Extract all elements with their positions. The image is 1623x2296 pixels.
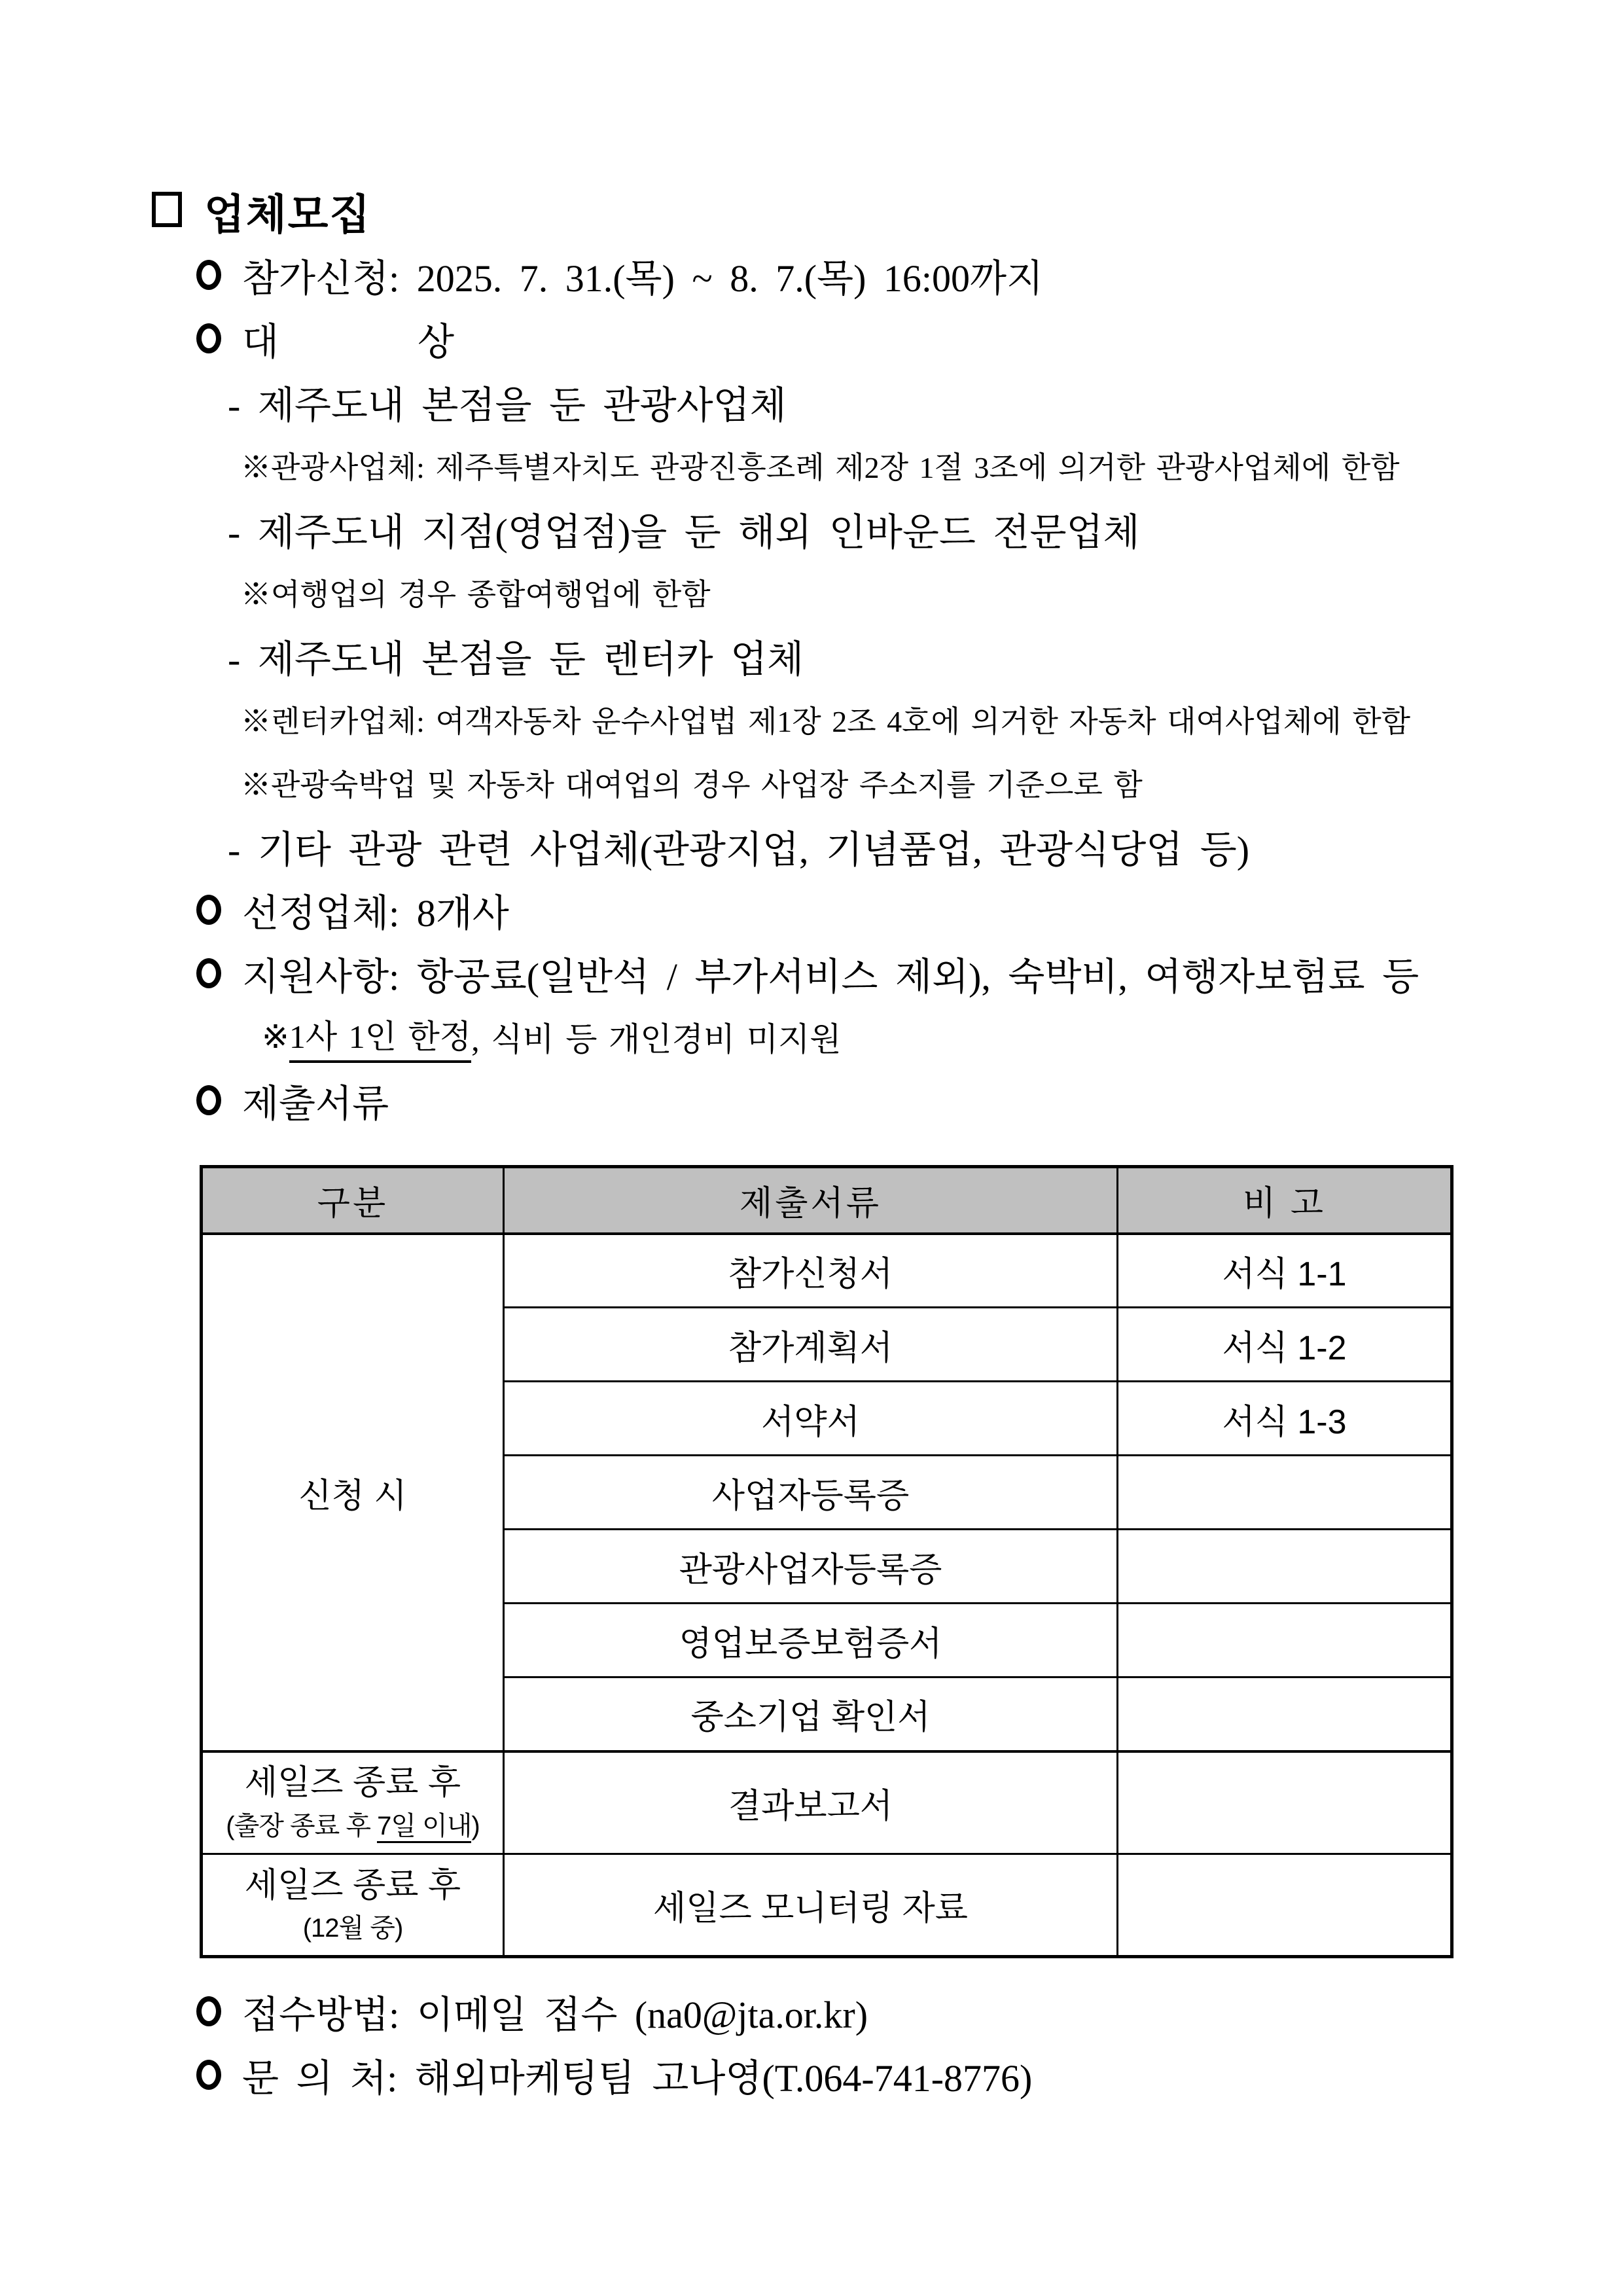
target-item1-text: - 제주도내 본점을 둔 관광사업체 [228, 384, 787, 427]
receive-method-line [0, 1979, 1623, 2043]
target-note2-text: ※여행업의 경우 종합여행업에 한함 [241, 577, 711, 611]
target-note1-text: ※관광사업체: 제주특별자치도 관광진흥조례 제2장 1절 3조에 의거한 관광사업체에 한함 [241, 450, 1400, 484]
section-title: 업체모집 [204, 191, 372, 238]
selected-count-line [0, 878, 1623, 941]
group-label-sub: (12월 중) [302, 1914, 403, 1943]
target-note-line [0, 433, 1623, 497]
target-note3-text: ※렌터카업체: 여객자동차 운수사업법 제1장 2조 4호에 의거한 자동차 대여사업체에 한함 [241, 704, 1411, 738]
circle-bullet-icon [196, 1085, 221, 1115]
group-label-title: 세일즈 종료 후 [244, 1764, 461, 1803]
circle-bullet-icon [196, 958, 221, 988]
group-sub-prefix: (출장 종료 후 [226, 1812, 378, 1841]
circle-bullet-icon [196, 260, 221, 290]
support-note-underlined: 1사 1인 한정 [289, 1011, 471, 1063]
table-cell-note [1118, 1530, 1452, 1604]
support-note-line [0, 1005, 1623, 1068]
table-cell-note [1118, 1751, 1452, 1854]
table-cell-note [1118, 1456, 1452, 1530]
table-row [202, 1234, 1452, 1308]
circle-bullet-icon [196, 2060, 221, 2090]
target-item-line [0, 624, 1623, 687]
table-header-row [202, 1167, 1452, 1234]
table-cell-doc: 세일즈 모니터링 자료 [504, 1854, 1118, 1957]
documents-line [0, 1068, 1623, 1132]
table-row [202, 1751, 1452, 1854]
documents-table [200, 1165, 1454, 1958]
table-cell-doc: 결과보고서 [504, 1751, 1118, 1854]
receive-method-text: 접수방법: 이메일 접수 (na0@jta.or.kr) [242, 1993, 868, 2036]
group-label-sub [203, 1811, 503, 1841]
circle-bullet-icon [196, 895, 221, 925]
documents-label: 제출서류 [242, 1082, 389, 1125]
group-label-after-sales-december [202, 1854, 504, 1957]
target-item-line [0, 497, 1623, 560]
group-sub-suffix: ) [471, 1812, 480, 1841]
support-note-rest: , 식비 등 개인경비 미지원 [471, 1020, 842, 1058]
contact-line [0, 2043, 1623, 2106]
support-line [0, 941, 1623, 1005]
table-cell-doc: 참가신청서 [504, 1234, 1118, 1308]
target-note-line [0, 751, 1623, 814]
contact-text: 문 의 처: 해외마케팅팀 고나영(T.064-741-8776) [242, 2056, 1033, 2100]
table-cell-note: 서식 1-3 [1118, 1382, 1452, 1456]
table-cell-note: 서식 1-2 [1118, 1308, 1452, 1382]
target-item-line [0, 814, 1623, 878]
table-cell-doc: 서약서 [504, 1382, 1118, 1456]
table-cell-doc: 중소기업 확인서 [504, 1677, 1118, 1751]
target-label: 대 상 [242, 320, 455, 363]
apply-period-text: 참가신청: 2025. 7. 31.(목) ~ 8. 7.(목) 16:00까지 [242, 257, 1044, 300]
table-cell-doc: 참가계획서 [504, 1308, 1118, 1382]
section-heading [0, 179, 1623, 243]
table-cell-doc: 영업보증보험증서 [504, 1604, 1118, 1677]
support-text: 지원사항: 항공료(일반석 / 부가서비스 제외), 숙박비, 여행자보험료 등 [242, 955, 1419, 998]
target-note-line [0, 560, 1623, 624]
table-header-type: 구분 [202, 1167, 504, 1234]
table-cell-note: 서식 1-1 [1118, 1234, 1452, 1308]
target-note-line [0, 687, 1623, 751]
circle-bullet-icon [196, 1996, 221, 2026]
table-header-note: 비 고 [1118, 1167, 1452, 1234]
target-line [0, 306, 1623, 370]
group-label-title: 세일즈 종료 후 [244, 1866, 461, 1905]
table-cell-doc: 사업자등록증 [504, 1456, 1118, 1530]
table-row [202, 1854, 1452, 1957]
target-item2-text: - 제주도내 지점(영업점)을 둔 해외 인바운드 전문업체 [228, 511, 1140, 554]
group-label-apply: 신청 시 [202, 1234, 504, 1751]
apply-period-line [0, 243, 1623, 306]
support-note-prefix: ※ [262, 1018, 289, 1055]
target-item3-text: - 제주도내 본점을 둔 렌터카 업체 [228, 637, 804, 681]
section-checkbox-icon [152, 192, 182, 227]
target-item-line [0, 370, 1623, 433]
table-cell-doc: 관광사업자등록증 [504, 1530, 1118, 1604]
selected-count-text: 선정업체: 8개사 [242, 891, 509, 935]
table-cell-note [1118, 1677, 1452, 1751]
table-header-docs: 제출서류 [504, 1167, 1118, 1234]
group-sub-underlined: 7일 이내 [377, 1812, 471, 1843]
table-cell-note [1118, 1854, 1452, 1957]
circle-bullet-icon [196, 323, 221, 353]
group-label-after-sales-7days [202, 1751, 504, 1854]
target-item4-text: - 기타 관광 관련 사업체(관광지업, 기념품업, 관광식당업 등) [228, 828, 1250, 871]
target-note4-text: ※관광숙박업 및 자동차 대여업의 경우 사업장 주소지를 기준으로 함 [241, 768, 1143, 802]
table-cell-note [1118, 1604, 1452, 1677]
